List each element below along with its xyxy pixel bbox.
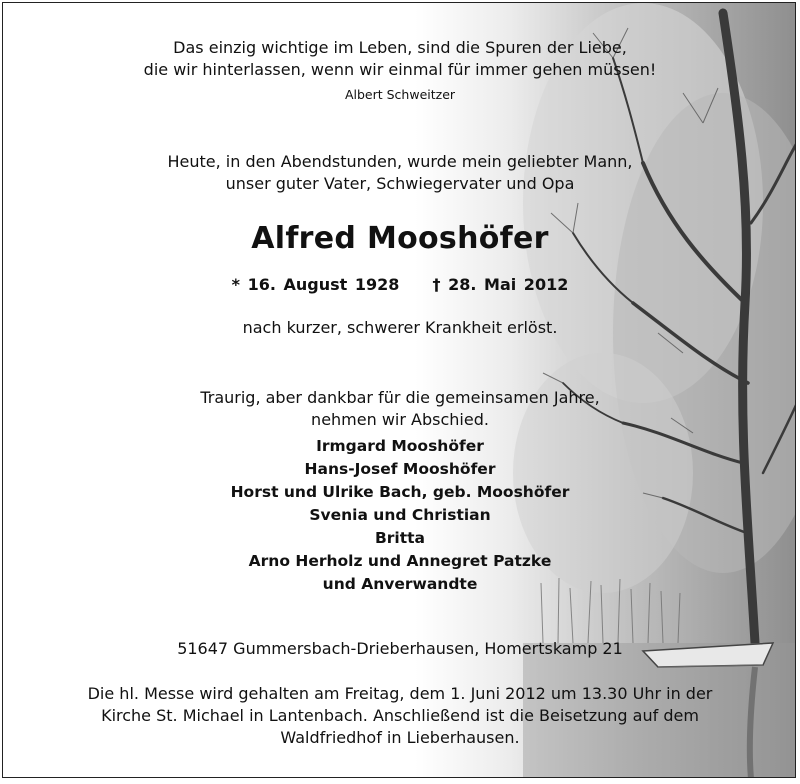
quote-line-2: die wir hinterlassen, wenn wir einmal für immer gehen müssen!	[143, 60, 657, 79]
death-date: † 28. Mai 2012	[432, 275, 569, 294]
farewell-line-1: Traurig, aber dankbar für die gemeinsamen Jahre,	[200, 388, 600, 407]
quote-line-1: Das einzig wichtige im Leben, sind die Spuren der Liebe,	[173, 38, 627, 57]
farewell-line-2: nehmen wir Abschied.	[311, 410, 489, 429]
mourner-name: und Anverwandte	[322, 575, 478, 593]
mourner-name: Britta	[374, 529, 426, 547]
released-text: nach kurzer, schwerer Krankheit erlöst.	[242, 318, 558, 337]
obituary-notice	[2, 2, 796, 778]
mourner-name: Irmgard Mooshöfer	[316, 437, 484, 455]
life-dates	[3, 275, 796, 294]
mourners-list	[3, 435, 796, 596]
quote-author: Albert Schweitzer	[344, 87, 456, 102]
address: 51647 Gummersbach-Drieberhausen, Homertskamp 21	[177, 639, 623, 658]
mass-line-2: Kirche St. Michael in Lantenbach. Anschließend ist die Beisetzung auf dem	[101, 706, 699, 725]
mass-line-1: Die hl. Messe wird gehalten am Freitag, dem 1. Juni 2012 um 13.30 Uhr in der	[87, 684, 713, 703]
announcement-line-1: Heute, in den Abendstunden, wurde mein geliebter Mann,	[167, 152, 633, 171]
mourner-name: Svenia und Christian	[309, 506, 491, 524]
mass-line-3: Waldfriedhof in Lieberhausen.	[280, 728, 520, 747]
announcement-line-2: unser guter Vater, Schwiegervater und Opa	[225, 174, 575, 193]
deceased-name: Alfred Mooshöfer	[251, 221, 549, 256]
mourner-name: Arno Herholz und Annegret Patzke	[248, 552, 552, 570]
mourner-name: Hans-Josef Mooshöfer	[304, 460, 496, 478]
mourner-name: Horst und Ulrike Bach, geb. Mooshöfer	[230, 483, 570, 501]
birth-date: * 16. August 1928	[231, 275, 400, 294]
